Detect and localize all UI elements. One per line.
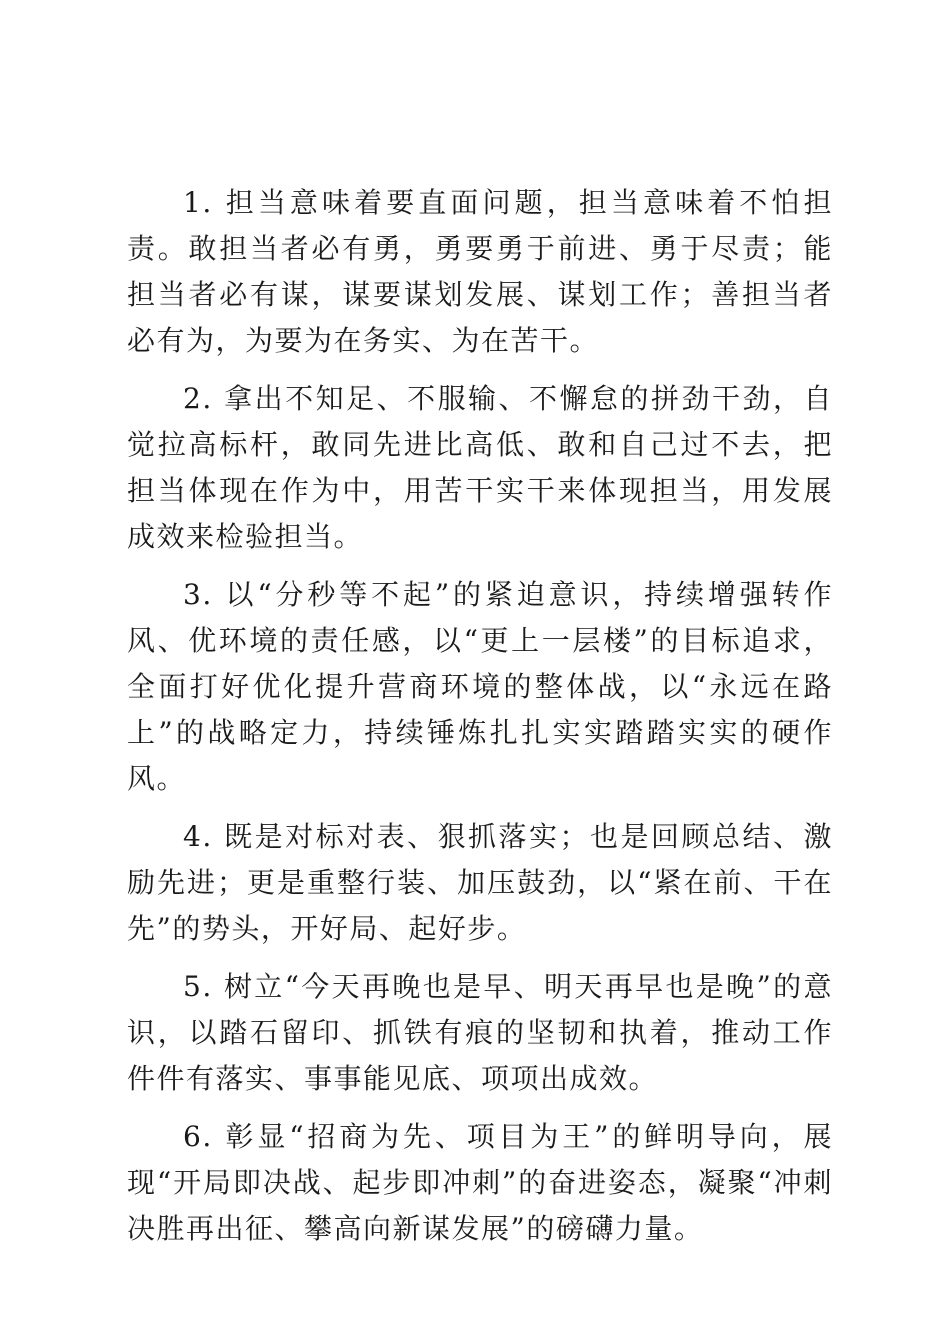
paragraph-6: 6. 彰显“招商为先、项目为王”的鲜明导向，展现“开局即决战、起步即冲刺”的奋进姿态，凝聚“冲刺决胜再出征、攀高向新谋发展”的磅礴力量。 bbox=[127, 1120, 833, 1245]
paragraph-2: 2. 拿出不知足、不服输、不懈怠的拼劲干劲，自觉拉高标杆，敢同先进比高低、敢和自己过不去，把担当体现在作为中，用苦干实干来体现担当，用发展成效来检验担当。 bbox=[127, 382, 833, 553]
paragraph-5: 5. 树立“今天再晚也是早、明天再早也是晚”的意识，以踏石留印、抓铁有痕的坚韧和执着，推动工作件件有落实、事事能见底、项项出成效。 bbox=[127, 970, 833, 1095]
document-body bbox=[127, 180, 833, 1264]
paragraph-1: 1. 担当意味着要直面问题，担当意味着不怕担责。敢担当者必有勇，勇要勇于前进、勇于尽责；能担当者必有谋，谋要谋划发展、谋划工作；善担当者必有为，为要为在务实、为在苦干。 bbox=[127, 186, 833, 357]
paragraph-4: 4. 既是对标对表、狠抓落实；也是回顾总结、激励先进；更是重整行装、加压鼓劲，以“紧在前、干在先”的势头，开好局、起好步。 bbox=[127, 820, 833, 945]
paragraph-3: 3. 以“分秒等不起”的紧迫意识，持续增强转作风、优环境的责任感，以“更上一层楼”的目标追求，全面打好优化提升营商环境的整体战，以“永远在路上”的战略定力，持续锤炼扎扎实实踏踏实实的硬作风。 bbox=[127, 578, 833, 795]
